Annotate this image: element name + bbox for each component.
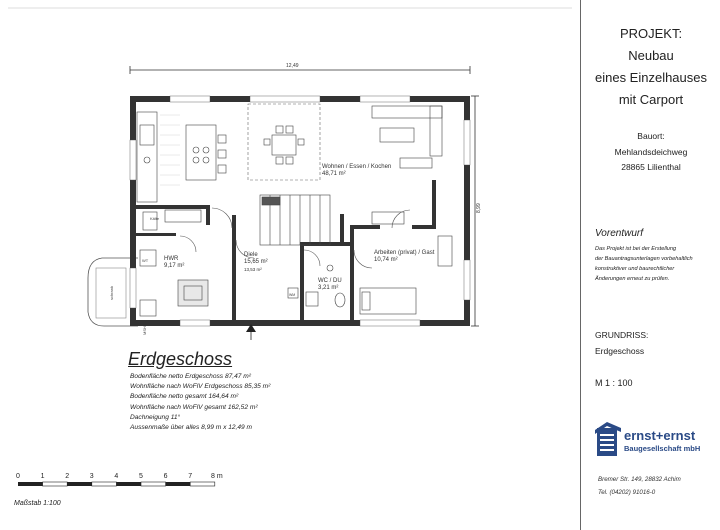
room-diele-area: 15,65 m² bbox=[244, 259, 268, 265]
label-msh: MSH bbox=[142, 326, 147, 335]
label-kaelte: Kälte bbox=[150, 216, 160, 221]
kitchen-counter bbox=[137, 112, 157, 202]
scale-tick-8: 8 m bbox=[211, 473, 223, 480]
scale-tick-2: 2 bbox=[65, 473, 70, 480]
dining-table bbox=[264, 126, 304, 164]
dimension-height bbox=[471, 96, 482, 326]
dimension-width-text: 12,49 bbox=[286, 63, 299, 69]
staircase bbox=[260, 195, 330, 245]
scale-tick-0: 0 bbox=[16, 473, 20, 480]
room-wohnen-area: 48,71 m² bbox=[322, 171, 346, 177]
grundriss-value: Erdgeschoss bbox=[595, 346, 645, 356]
dimension-width bbox=[130, 63, 470, 74]
label-schrank: schrank bbox=[109, 285, 114, 300]
room-wohnen-name: Wohnen / Essen / Kochen bbox=[322, 164, 392, 170]
room-diele bbox=[244, 252, 268, 273]
company-phone: Tel. (04202) 91016-0 bbox=[598, 489, 656, 496]
bauort-line-1: Mehlandsdeichweg bbox=[614, 147, 688, 157]
notice-line: Änderungen erneut zu prüfen. bbox=[595, 276, 670, 282]
scale-bar bbox=[16, 473, 223, 486]
scale-tick-1: 1 bbox=[40, 473, 45, 480]
room-arbeiten bbox=[374, 250, 434, 264]
scale-tick-4: 4 bbox=[114, 473, 119, 480]
notice-line: konstruktiver und baurechtlicher bbox=[595, 266, 675, 272]
scale-tick-6: 6 bbox=[163, 473, 168, 480]
stat-line: Wohnfläche nach WoFlV Erdgeschoss 85,35 m² bbox=[130, 383, 271, 391]
bauort-line-2: 28865 Lilienthal bbox=[621, 162, 681, 172]
notice-line: Das Projekt ist bei der Erstellung bbox=[595, 246, 677, 252]
room-diele-sub: 13,53 m² bbox=[244, 267, 262, 272]
company-logo-icon bbox=[595, 422, 623, 458]
room-hwr-area: 9,17 m² bbox=[164, 263, 185, 269]
vorentwurf-label: Vorentwurf bbox=[595, 228, 643, 239]
project-line-3: mit Carport bbox=[618, 92, 684, 107]
room-wc bbox=[318, 278, 342, 292]
grundriss-label: GRUNDRISS: bbox=[595, 330, 649, 340]
dining-zone bbox=[248, 104, 320, 180]
stat-line: Aussenmaße über alles 8,99 m x 12,49 m bbox=[130, 424, 253, 432]
dimension-height-text: 8,99 bbox=[476, 203, 482, 213]
projekt-label: PROJEKT: bbox=[619, 26, 683, 41]
kitchen-floor-tiles bbox=[160, 115, 180, 185]
room-wohnen bbox=[322, 164, 391, 178]
scale-tick-5: 5 bbox=[139, 473, 143, 480]
label-wm: WM bbox=[289, 293, 296, 297]
company-address: Bremer Str. 149, 28832 Achim bbox=[598, 476, 681, 483]
project-line-2: eines Einzelhauses bbox=[594, 70, 708, 85]
notice-line: der Bauantragsunterlagen vorbehaltlich bbox=[595, 256, 693, 262]
stat-line: Bodenfläche netto Erdgeschoss 87,47 m² bbox=[130, 373, 251, 380]
room-arbeiten-area: 10,74 m² bbox=[374, 257, 398, 263]
room-diele-name: Diele bbox=[244, 252, 258, 258]
scale-value: M 1 : 100 bbox=[595, 378, 633, 388]
sofa-set bbox=[372, 106, 442, 168]
room-arbeiten-name: Arbeiten (privat) / Gast bbox=[374, 250, 435, 256]
kitchen-island bbox=[186, 125, 226, 180]
scale-tick-7: 7 bbox=[188, 473, 193, 480]
stat-line: Bodenfläche netto gesamt 164,64 m² bbox=[130, 393, 239, 401]
area-stats bbox=[130, 372, 270, 433]
project-line-1: Neubau bbox=[628, 48, 674, 63]
floor-heading: Erdgeschoss bbox=[128, 349, 233, 369]
stat-line: Dachneigung 11° bbox=[130, 413, 181, 421]
stat-line: Wohnfläche nach WoFlV gesamt 162,52 m² bbox=[130, 403, 258, 411]
scale-tick-3: 3 bbox=[89, 473, 94, 480]
notice bbox=[595, 244, 693, 284]
room-wc-name: WC / DU bbox=[318, 278, 342, 284]
company-name: ernst+ernst bbox=[624, 428, 696, 443]
company-subtitle: Baugesellschaft mbH bbox=[624, 444, 701, 453]
label-wt: WT bbox=[142, 258, 149, 263]
scale-label: Maßstab 1:100 bbox=[14, 500, 61, 507]
room-wc-area: 3,21 m² bbox=[318, 285, 339, 291]
room-hwr bbox=[164, 256, 184, 270]
bauort-label: Bauort: bbox=[637, 131, 665, 141]
room-hwr-name: HWR bbox=[164, 256, 179, 262]
